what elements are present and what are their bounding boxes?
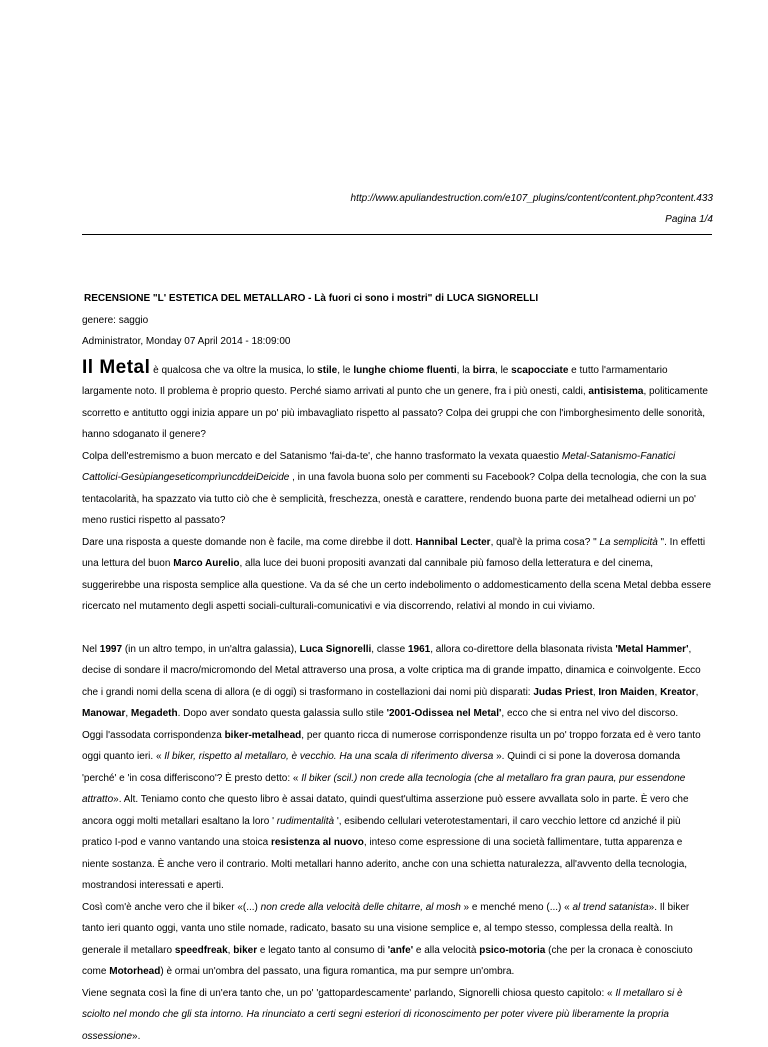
text-run: , — [228, 945, 234, 956]
text-run: , — [655, 687, 661, 698]
article-title: RECENSIONE "L' ESTETICA DEL METALLARO - Là fuori ci sono i mostri" di LUCA SIGNORELLI — [82, 288, 712, 310]
text-run: ) è ormai un'ombra del passato, una figura romantica, ma pur sempre un'ombra. — [160, 966, 514, 977]
italic-text: al trend satanista — [572, 902, 648, 913]
text-run: , inteso come espressione di una società fallimentare, tutta apparenza e niente sostanza. È anche vero il contrario. Molti metallari hanno aderito, anche con una schietta naturalezza, all'avvento della tecnologia, mostrandosi interessati e aperti. — [82, 837, 687, 891]
text-run: ». Quindi ci si pone la doverosa domanda 'perché' e 'in cosa differiscono'? È presto detto: « — [82, 751, 680, 784]
text-run: , in una favola buona solo per commenti su Facebook? Colpa della tecnologia, che con la sua tentacolarità, ha spazzato via tutto ciò che è semplicità, freschezza, onestà e carattere, rendendo buona parte dei metalhead odierni un po' meno rustici rispetto al passato? — [82, 472, 706, 526]
text-run: Nel — [82, 644, 100, 655]
text-run: ». Alt. Teniamo conto che questo libro è assai datato, quindi quest'ultima asserzione può essere avvallata solo in parte. È vero che ancora oggi molti metallari esaltano la loro ' — [82, 794, 689, 827]
text-run: ', esibendo cellulari veterotestamentari, il caro vecchio lettore cd anziché il più pratico I-pod e vanno vantando una stoica — [82, 816, 681, 849]
page-number: Pagina 1/4 — [665, 214, 713, 225]
text-run: e alla velocità — [413, 945, 479, 956]
text-run: ». Il biker tanto ieri quanto oggi, vanta uno stile nomade, radicato, basato su una visione semplice e, al tempo stesso, complessa della realtà. In generale il metallaro — [82, 902, 689, 956]
text-run: (in un altro tempo, in un'altra galassia), — [122, 644, 300, 655]
paragraph-6 — [82, 897, 712, 983]
text-run: e tutto l'armamentario largamente noto. Il problema è proprio questo. Perché siamo arrivati al punto che un genere, fra i più onesti, caldi, — [82, 365, 668, 398]
text-run: , allora co-direttore della blasonata rivista — [430, 644, 615, 655]
bold-text: lunghe chiome fluenti — [353, 365, 456, 376]
text-run: , — [593, 687, 599, 698]
text-run: , classe — [371, 644, 408, 655]
text-run: . Dopo aver sondato questa galassia sullo stile — [178, 708, 387, 719]
text-run: ». — [132, 1031, 140, 1042]
bold-text: biker — [233, 945, 257, 956]
article-byline: Administrator, Monday 07 April 2014 - 18:09:00 — [82, 331, 712, 353]
article-genre: genere: saggio — [82, 310, 712, 332]
bold-text: antisistema — [588, 386, 643, 397]
bold-text: psico-motoria — [479, 945, 545, 956]
text-run: , qual'è la prima cosa? " — [491, 537, 600, 548]
italic-text: La semplicità — [599, 537, 657, 548]
text-run: , decise di sondare il macro/micromondo del Metal attraverso una prosa, a volte criptica ma di grande impatto, dinamica e coinvolgente. Ecco che i grandi nomi della scena di allora (e di oggi) si trasformano in costellazioni dai nomi più disparati: — [82, 644, 701, 698]
bold-text: Iron Maiden — [598, 687, 654, 698]
article-body — [82, 288, 712, 1047]
bold-text: Hannibal Lecter — [416, 537, 491, 548]
bold-text: resistenza al nuovo — [271, 837, 364, 848]
text-run: Viene segnata così la fine di un'era tanto che, un po' 'gattopardescamente' parlando, Signorelli chiosa questo capitolo: « — [82, 988, 615, 999]
text-run: è qualcosa che va oltre la musica, lo — [150, 365, 317, 376]
text-run: , politicamente scorretto e antitutto oggi inizia appare un po' più imbavagliato rispetto al passato? Colpa dei gruppi che con l'imborghesimento delle sonorità, hanno sdoganato il genere? — [82, 386, 708, 440]
bold-text: 'anfe' — [388, 945, 413, 956]
bold-text: scapocciate — [511, 365, 568, 376]
bold-text: 1997 — [100, 644, 122, 655]
italic-text: rudimentalità — [277, 816, 334, 827]
text-run: Colpa dell'estremismo a buon mercato e del Satanismo 'fai-da-te', che hanno trasformato la vexata quaestio — [82, 451, 562, 462]
italic-text: Il biker (scil.) non crede alla tecnologia (che al metallaro fra gran paura, pur essendone attratto — [82, 773, 685, 806]
text-run: , ecco che si entra nel vivo del discorso. — [501, 708, 678, 719]
bold-text: stile — [317, 365, 337, 376]
text-run: » e menché meno (...) « — [461, 902, 573, 913]
text-run: , — [125, 708, 131, 719]
text-run: , la — [457, 365, 473, 376]
text-run: , — [696, 687, 699, 698]
paragraph-3 — [82, 532, 712, 618]
bold-text: Marco Aurelio — [173, 558, 239, 569]
bold-text: biker-metalhead — [225, 730, 302, 741]
italic-text: Il biker, rispetto al metallaro, è vecchio. Ha una scala di riferimento diversa — [164, 751, 493, 762]
text-run: , alla luce dei buoni propositi avanzati dal cannibale più famoso della letteratura e del cinema, suggerirebbe una risposta semplice alla questione. Va da sé che un certo indebolimento o addomesticamento della scena Metal debba essere ricercato nel mutamento degli aspetti sociali-culturali-comunicativi e via discorrendo, relativi al mondo in cui viviamo. — [82, 558, 711, 612]
paragraph-2 — [82, 446, 712, 532]
italic-text: non crede alla velocità delle chitarre, al mosh — [261, 902, 461, 913]
bold-text: Motorhead — [109, 966, 160, 977]
text-run: Oggi l'assodata corrispondenza — [82, 730, 225, 741]
text-run: , per quanto ricca di numerose corrispondenze risulta un po' troppo forzata ed è vero tanto oggi quanto ieri. « — [82, 730, 701, 763]
bold-text: birra — [473, 365, 495, 376]
text-run: Così com'è anche vero che il biker «(...) — [82, 902, 261, 913]
paragraph-gap — [82, 618, 712, 639]
bold-text: 1961 — [408, 644, 430, 655]
text-run: Dare una risposta a queste domande non è facile, ma come direbbe il dott. — [82, 537, 416, 548]
bold-text: Megadeth — [131, 708, 178, 719]
bold-text: Kreator — [660, 687, 696, 698]
text-run: e legato tanto al consumo di — [257, 945, 388, 956]
bold-text: 'Metal Hammer' — [615, 644, 688, 655]
header-divider — [82, 234, 712, 235]
paragraph-4 — [82, 639, 712, 725]
italic-text: Il metallaro si è sciolto nel mondo che gli sta intorno. Ha rinunciato a certi segni esteriori di riconoscimento per poter vivere più liberamente la propria ossessione — [82, 988, 683, 1042]
paragraph-7 — [82, 983, 712, 1047]
bold-text: speedfreak — [175, 945, 228, 956]
paragraph-5 — [82, 725, 712, 897]
source-url: http://www.apuliandestruction.com/e107_plugins/content/content.php?content.433 — [351, 193, 713, 204]
bold-text: Judas Priest — [533, 687, 592, 698]
lead-word: Il Metal — [82, 357, 150, 378]
bold-text: Manowar — [82, 708, 125, 719]
text-run: , le — [495, 365, 511, 376]
text-run: ". In effetti una lettura del buon — [82, 537, 705, 570]
italic-text: Metal-Satanismo-Fanatici Cattolici-GesùpiangeseticomprìuncddeiDeicide — [82, 451, 675, 484]
text-run: , le — [337, 365, 353, 376]
bold-text: '2001-Odissea nel Metal' — [387, 708, 502, 719]
paragraph-1 — [82, 357, 712, 446]
text-run: (che per la cronaca è conosciuto come — [82, 945, 693, 978]
bold-text: Luca Signorelli — [300, 644, 372, 655]
